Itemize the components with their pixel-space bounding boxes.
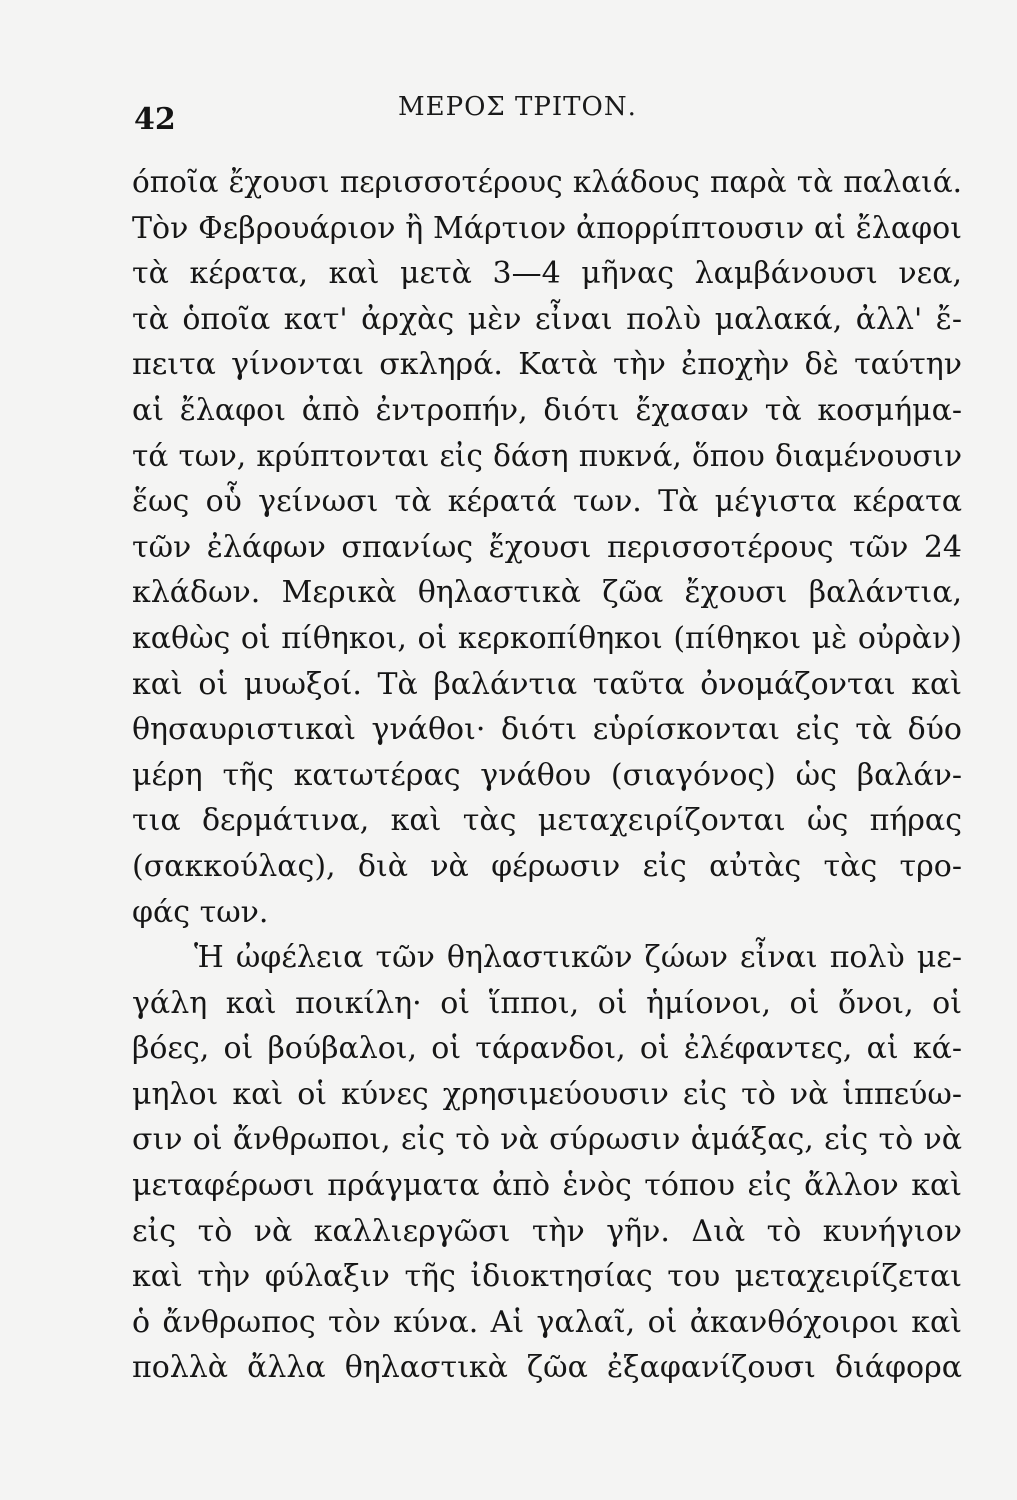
text-line: τὰ ὁποῖα κατ' ἀρχὰς μὲν εἶναι πολὺ μαλακά, ἀλλ' ἔ- bbox=[132, 301, 962, 337]
text-line: τὰ κέρατα, καὶ μετὰ 3—4 μῆνας λαμβάνουσι νεα, bbox=[132, 256, 962, 292]
text-line: κλάδων. Μερικὰ θηλαστικὰ ζῶα ἔχουσι βαλάντια, bbox=[132, 575, 962, 611]
body-text bbox=[132, 160, 962, 1391]
text-line: μέρη τῆς κατωτέρας γνάθου (σιαγόνος) ὡς βαλάν- bbox=[132, 757, 962, 793]
text-line: τῶν ἐλάφων σπανίως ἔχουσι περισσοτέρους τῶν 24 bbox=[132, 529, 962, 565]
text-line: καθὼς οἱ πίθηκοι, οἱ κερκοπίθηκοι (πίθηκοι μὲ οὐρὰν) bbox=[132, 620, 962, 656]
text-line: ἕως οὗ γείνωσι τὰ κέρατά των. Τὰ μέγιστα κέρατα bbox=[132, 484, 962, 520]
page-number: 42 bbox=[134, 102, 176, 137]
text-line: θησαυριστικαὶ γνάθοι· διότι εὑρίσκονται εἰς τὰ δύο bbox=[132, 712, 962, 748]
section-title: ΜΕΡΟΣ ΤΡΙΤΟΝ. bbox=[398, 92, 637, 122]
text-line: σιν οἱ ἄνθρωποι, εἰς τὸ νὰ σύρωσιν ἁμάξας, εἰς τὸ νὰ bbox=[132, 1122, 962, 1158]
text-line: ὁ ἄνθρωπος τὸν κύνα. Αἱ γαλαῖ, οἱ ἀκανθόχοιροι καὶ bbox=[132, 1304, 962, 1340]
text-line: τά των, κρύπτονται εἰς δάση πυκνά, ὅπου διαμένουσιν bbox=[132, 438, 962, 473]
text-line: Τὸν Φεβρουάριον ἢ Μάρτιον ἀπορρίπτουσιν αἱ ἔλαφοι bbox=[132, 210, 962, 246]
running-head bbox=[0, 88, 1017, 137]
text-line: μηλοι καὶ οἱ κύνες χρησιμεύουσιν εἰς τὸ νὰ ἱππεύω- bbox=[132, 1076, 962, 1112]
text-line: πολλὰ ἄλλα θηλαστικὰ ζῶα ἐξαφανίζουσι διάφορα bbox=[132, 1350, 962, 1386]
text-line: καὶ τὴν φύλαξιν τῆς ἰδιοκτησίας του μεταχειρίζεται bbox=[132, 1259, 962, 1295]
text-line: γάλη καὶ ποικίλη· οἱ ἵπποι, οἱ ἡμίονοι, οἱ ὄνοι, οἱ bbox=[132, 985, 962, 1021]
text-line: φάς των. bbox=[132, 894, 269, 930]
text-line: βόες, οἱ βούβαλοι, οἱ τάρανδοι, οἱ ἐλέφαντες, αἱ κά- bbox=[132, 1031, 962, 1067]
text-line: μεταφέρωσι πράγματα ἀπὸ ἑνὸς τόπου εἰς ἄλλον καὶ bbox=[132, 1168, 962, 1204]
text-line: πειτα γίνονται σκληρά. Κατὰ τὴν ἐποχὴν δὲ ταύτην bbox=[132, 347, 962, 383]
paragraph-start-line: Ἡ ὠφέλεια τῶν θηλαστικῶν ζώων εἶναι πολὺ με- bbox=[194, 940, 962, 976]
text-line: όποῖα ἔχουσι περισσοτέρους κλάδους παρὰ τὰ παλαιά. bbox=[132, 165, 962, 199]
text-line: (σακκούλας), διὰ νὰ φέρωσιν εἰς αὐτὰς τὰς τρο- bbox=[132, 848, 962, 884]
text-line: καὶ οἱ μυωξοί. Τὰ βαλάντια ταῦτα ὀνομάζονται καὶ bbox=[132, 666, 962, 702]
text-line: τια δερμάτινα, καὶ τὰς μεταχειρίζονται ὡς πήρας bbox=[132, 803, 962, 839]
text-line: αἱ ἔλαφοι ἀπὸ ἐντροπήν, διότι ἔχασαν τὰ κοσμήμα- bbox=[132, 392, 962, 428]
text-line: εἰς τὸ νὰ καλλιεργῶσι τὴν γῆν. Διὰ τὸ κυνήγιον bbox=[132, 1213, 962, 1249]
